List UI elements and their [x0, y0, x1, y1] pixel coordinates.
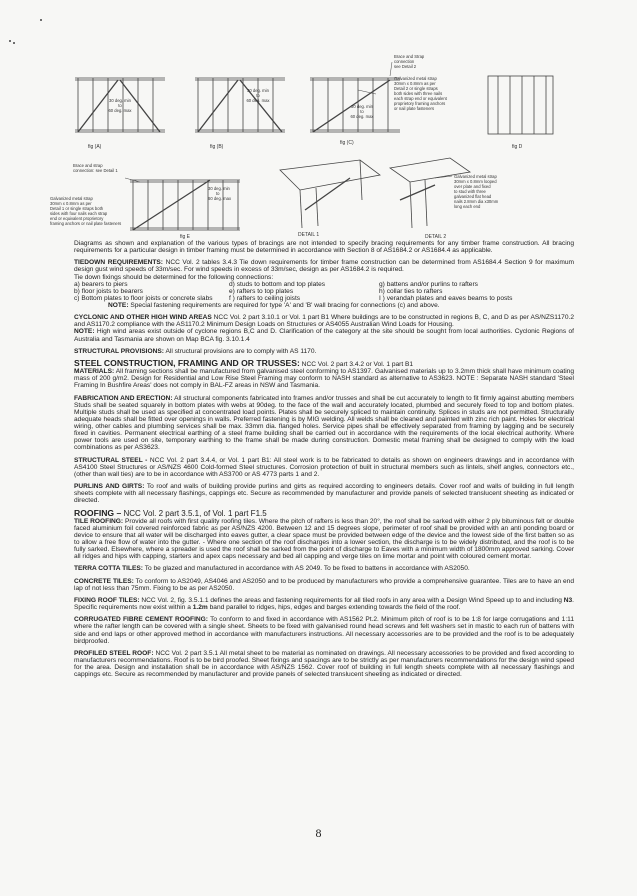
concrete-body: To conform to AS2049, AS4046 and AS2050 and to be produced by manufacturers who provide a comprehensive guarantee. Tiles are to have an end lap of not less than 75mm. Fixing to be as per AS2050.	[74, 577, 574, 592]
structural-steel-heading: STRUCTURAL STEEL -	[74, 456, 148, 464]
fig-e-callout-top-1: Brace and strap	[73, 163, 103, 168]
fig-e-angle-3: 60 deg. max	[208, 196, 232, 201]
connection-item: g) battens and/or purlins to rafters	[379, 280, 478, 288]
fig-a-angle-3: 60 deg. max	[108, 108, 132, 113]
fixing-body-b: . Specific requirements now exist within a	[74, 597, 574, 612]
fig-c-angle-1: 30 deg. min	[351, 104, 373, 109]
fig-c-strap-5: each strap end or equivalent	[394, 96, 447, 101]
tiedown-connections	[74, 281, 574, 302]
connection-item: f ) rafters to ceiling joists	[229, 294, 301, 302]
steel-materials-label: MATERIALS:	[74, 368, 115, 376]
fig-e-strap-3: Detail 1 or single straps both	[50, 206, 104, 211]
fig-b-caption: fig (B)	[210, 144, 224, 150]
fig-e-callout-top-2: connection: see Detail 1	[73, 168, 118, 173]
corrugated-heading: CORRUGATED FIBRE CEMENT ROOFING:	[74, 616, 209, 624]
fig-b-angle-3: 60 deg. max	[246, 98, 270, 103]
detail-2-callout-2: 30mm x 0.8mm looped	[454, 179, 497, 184]
fig-e-strap-5: end or equivalent proprietory	[50, 216, 104, 221]
purlins-section	[74, 483, 574, 504]
detail-2-callout-6: nails 2.8mm dia x30mm	[454, 199, 499, 204]
fig-c-callout-top-2: connection	[394, 59, 415, 64]
specification-text	[74, 240, 574, 684]
fig-c-callout-top-1: Brace and Strap	[394, 54, 425, 59]
detail-2-callout-3: over plate and fixed	[454, 184, 491, 189]
cyclonic-note-label: NOTE:	[74, 328, 95, 336]
scan-speck	[13, 42, 15, 44]
fabrication-section	[74, 395, 574, 452]
cyclonic-body: NCC Vol. 2 part 3.10.1 or Vol. 1 part B1 Where buildings are to be constructed in regions B, C, and D as per AS/NZS1170.2 and AS1170.2 compliance with the AS1170.2 Minimum Design Loads on Structures or AS4055 Australian Wind Loads for Housing.	[74, 314, 574, 329]
tile-roofing-label: TILE ROOFING:	[74, 517, 124, 525]
purlins-body: To roof and walls of building provide purlins and girts as required according to engineers details. Cover roof and walls of building in full length sheets complete with all necessary flashings, cappings etc. Secure as recommended by manufacturer and provide panels of selected translucent sheeting as indicated or directed.	[74, 483, 574, 505]
tiedown-note-label: NOTE:	[108, 301, 129, 309]
bracing-diagrams	[50, 50, 580, 240]
fig-c-callout-top-3: see Detail 2	[394, 64, 417, 69]
connection-item: a) bearers to piers	[74, 280, 128, 288]
fixing-band: 1.2m	[192, 604, 208, 612]
fig-c-strap-2: 30mm x 0.8mm as per	[394, 81, 436, 86]
fig-c-diagram	[310, 62, 400, 132]
fig-d-diagram	[488, 76, 553, 134]
fig-a-angle-1: 30 deg. min	[109, 98, 131, 103]
connection-item: b) floor joists to bearers	[74, 287, 143, 295]
fig-b-angle-1: 30 deg. min	[247, 88, 269, 93]
roofing-ref: NCC Vol. 2 part 3.5.1, of Vol. 1 part F1.5	[121, 508, 267, 518]
roofing-section	[74, 507, 574, 561]
fig-c-strap-6: proprietory framing anchors	[394, 101, 446, 106]
tiedown-body: NCC Vol. 2 tables 3.4.3 Tie down requirements for timber frame construction can be determined from AS1684.4 Section 9 for maximum design gust wind speeds of 33m/sec. For wind speeds in excess of 33m/sec, design as per AS1684.2 is required.	[74, 259, 574, 274]
connection-item: e) rafters to top plates	[229, 287, 294, 295]
fixing-n3: N3	[563, 597, 573, 604]
fabrication-body: All structural components fabricated into frames and/or trusses and shall be cut accurately to length to fit firmly against abutting members Studs shall be seated squarely in bottom plates with webs at 90deg. to the face of the wall and accurately located, plumbed and securely fixed to top and bottom plates. Multiple studs shall be used as specified at concentrated load points. Plates shall be securely spliced to maintain continuity. Splices in studs are not permitted. Structurally adequate heads shall be fitted over openings in walls. Preferred fastening is by MIG welding. All welds shall be cleaned and painted with zinc rich paint. Holes for electrical wiring, other cables and plumbing services shall be max. 33mm dia. flanged holes. Service pipes shall be effectively separated from framing by lagging and be securely fixed in cavities. Permanent electrical earthing of a steel frame building shall be carried out in accordance with the requirements of the local electrical authority. Where power tools are used on site, temporary earthing to the frame shall be made during construction. Domestic metal framing shall be designed to comply with the load combinations as per AS3623.	[74, 394, 575, 452]
connection-item: I ) verandah plates and eaves beams to posts	[379, 294, 513, 302]
steel-heading: STEEL CONSTRUCTION, FRAMING AND OR TRUSSES:	[74, 358, 300, 369]
structural-steel-body: NCC Vol. 2 part 3.4.4, or Vol. 1 part B1: All steel work is to be fabricated to details as shown on engineers drawings and in accordance with AS4100 Steel Structures or AS/NZS 4600 Cold-formed Steel structures. Corrosion protection of built in structural members such as lintels, shelf angles, connectors etc., (other than wall ties) are to be in accordance with AS3700 or AS 4773 parts 1 and 2.	[74, 456, 574, 478]
fig-e-strap-6: framing anchors or nail plate fasteners	[50, 221, 122, 226]
purlins-heading: PURLINS AND GIRTS:	[74, 483, 145, 491]
profiled-section	[74, 650, 574, 678]
terracotta-body: To be glazed and manufactured in accordance with AS 2049. To be fixed to battens in accordance with AS2050.	[142, 565, 470, 573]
connection-item: h) collar ties to rafters	[379, 287, 443, 295]
structural-body: All structural provisions are to comply with AS 1170.	[164, 347, 317, 355]
fig-a-angle-2: to	[118, 103, 122, 108]
steel-materials: All framing sections shall be manufactured from galvanised steel conforming to AS1397. Galvanised materials up to 3.2mm thick shall have minimum coating mass of 200 g/m2. Design for Residential and Low Rise Steel Framing may conform to NASH standard as alternative to AS3623. NOTE : Separate NASH standard 'Steel Framing In Bushfire Areas' does not comply in BAL-FZ areas in NSW and Tasmania.	[74, 368, 574, 390]
fig-d-caption: fig D	[512, 144, 523, 150]
scan-speck	[9, 40, 11, 42]
fig-e-strap-2: 30mm x 0.8mm as per	[50, 201, 92, 206]
fig-c-strap-3: Detail 2 or single straps	[394, 86, 438, 91]
fixing-body-a: NCC Vol. 2, fig. 3.5.1.1 defines the areas and fastening requirements for all tiled roofs in any area with a Design Wind Speed up to and including	[139, 597, 564, 604]
connection-item: c) Bottom plates to floor joists or concrete slabs	[74, 294, 213, 302]
cyclonic-note: High wind areas exist outside of cyclone regions B,C and D. Clarification of the category at the site should be sought from local authorities. Cyclonic Regions of Australia and Tasmania are shown on Map BCA fig. 3.10.1.4	[74, 328, 574, 343]
cyclonic-section	[74, 314, 574, 342]
fig-c-caption: fig (C)	[340, 140, 354, 146]
steel-section	[74, 360, 574, 389]
tiedown-note: Special fastening requirements are required for type 'A' and 'B' wall bracing for connections (c) and above.	[128, 301, 440, 309]
fig-c-strap-4: both sides with three nails	[394, 91, 443, 96]
tiedown-heading: TIEDOWN REQUIREMENTS:	[74, 259, 164, 267]
corrugated-section	[74, 616, 574, 644]
detail-2-callout-4: to stud with three	[454, 189, 486, 194]
concrete-heading: CONCRETE TILES:	[74, 577, 134, 585]
fig-c-strap-7: or nail plate fasteners	[394, 106, 435, 111]
fig-e-angle-2: to	[216, 191, 220, 196]
structural-heading: STRUCTURAL PROVISIONS:	[74, 347, 164, 355]
fig-e-angle-1: 30 deg. min	[208, 186, 230, 191]
corrugated-body: To conform to and fixed in accordance with AS1562 Pt.2. Minimum pitch of roof is to be 1:8 for large corrugations and 1:11 where the rafter length can be covered with a single sheet. Sheets to be fixed with galvanised round head screws and felt washers set in mastic to each run of battens with side and end laps or other approved method in accordance with manufacturers instructions. All necessary accessories are to be provided and the roof is to be adequately birdproofed.	[74, 616, 574, 645]
fabrication-heading: FABRICATION AND ERECTION:	[74, 394, 173, 402]
detail-1-diagram	[280, 160, 380, 228]
fig-e-caption: fig E	[180, 234, 191, 240]
tiedown-section	[74, 259, 574, 309]
roofing-heading: ROOFING –	[74, 507, 122, 518]
fig-a-caption: fig (A)	[88, 144, 102, 150]
structural-steel-section	[74, 457, 574, 478]
fig-e-strap-4: sides with four nails each strap	[50, 211, 108, 216]
fig-c-angle-3: 60 deg. max	[350, 114, 374, 119]
detail-2-callout-5: galvanized flat head	[454, 194, 492, 199]
fixing-body-c: band parallel to ridges, hips, edges and barges extending towards the field of the roof.	[207, 604, 461, 612]
bracing-intro: Diagrams as shown and explanation of the various types of bracings are not intended to specify bracing requirements for any timber frame construction. All bracing requirements for a particular design in timber framing must be determined in accordance with Section 8 of AS1684.2 or AS1684.4 as applicable.	[74, 240, 574, 255]
fig-b-diagram	[195, 78, 285, 132]
structural-section	[74, 348, 574, 355]
detail-1-caption: DETAIL 1	[298, 232, 320, 238]
terracotta-section	[74, 565, 574, 572]
page-number: 8	[315, 826, 322, 840]
profiled-heading: PROFILED STEEL ROOF:	[74, 649, 154, 657]
bracing-diagrams-svg	[50, 50, 580, 240]
terracotta-heading: TERRA COTTA TILES:	[74, 565, 143, 573]
concrete-section	[74, 578, 574, 592]
fig-c-strap-1: Galvanized metal strap	[394, 76, 437, 81]
fixing-section	[74, 597, 574, 611]
cyclonic-heading: CYCLONIC AND OTHER HIGH WIND AREAS	[74, 314, 212, 322]
tile-roofing-body: Provide all roofs with first quality roofing tiles. Where the pitch of rafters is less than 20°, the roof shall be sarked with either 2 ply bituminous felt or double faced aluminium foil covered reinforced fabric as per AS/NZS 4200. Between 12 and 15 degrees slope, perimeter of roof shall be provided with an anti ponding board or device to ensure that all water will be discharged into eaves gutter, a clear space must be provided between edge of the device and the lowest side of the first batten so as to allow a free flow of water into the gutter. - Where one section of the roof discharges into a lower section, the discharge is to be widely distributed, and the roof is to be fully sarked. Elsewhere, where a spreader is used the roof shall be sarked from the point of discharge to Eaves with a minimum width of 1800mm approved sarking. Cover all ridges and hips with capping, starters and apex caps necessary and bed all capping and verge tiles on lime mortar and point with coloured cement mortar.	[74, 517, 574, 561]
fig-b-angle-2: to	[256, 93, 260, 98]
tiedown-lead: Tie down fixings should be determined for the following connections:	[74, 273, 274, 281]
fixing-heading: FIXING ROOF TILES:	[74, 597, 140, 604]
detail-2-caption: DETAIL 2	[425, 234, 447, 240]
detail-2-callout-7: long each end	[454, 204, 481, 209]
steel-ref: NCC Vol. 2 part 3.4.2 or Vol. 1 part B1	[299, 361, 414, 369]
connection-item: d) studs to bottom and top plates	[229, 280, 326, 288]
detail-2-callout-1: Galvanized metal strap	[454, 174, 497, 179]
scan-speck	[40, 19, 42, 21]
fig-c-angle-2: to	[360, 109, 364, 114]
profiled-body: NCC Vol. 2 part 3.5.1 All metal sheet to be material as nominated on drawings. All necessary accessories to be provided and fixed according to manufacturers recommendations. Roof is to be bird proofed. Sheet fixings and spacings are to be strictly as per manufacturers recommendations for the design wind speed for the area. Design and installation shall be in accordance with AS/NZS 1562. Cover roof of building in full length sheets complete with all necessary flashings and cappings etc. Secure as recommended by manufacturer and provide panels of selected translucent sheeting as indicated or directed.	[74, 649, 574, 679]
fig-e-strap-1: Galvanized metal strap	[50, 196, 93, 201]
